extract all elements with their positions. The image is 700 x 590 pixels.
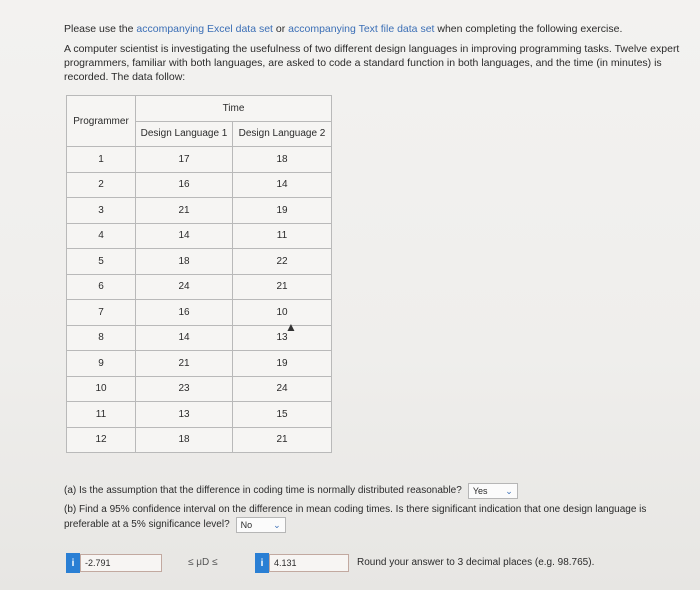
table-row (67, 198, 332, 224)
intro-paragraph: A computer scientist is investigating the usefulness of two different design languages in improving programming tasks. Twelve expert programmers, familiar with both languages, are asked to code a standard function in both languages, and the time (in minutes) is recorded. The data follow: (64, 43, 680, 83)
upper-bound-group (255, 553, 349, 573)
table-row (67, 274, 332, 300)
upper-bound-input[interactable]: 4.131 (269, 554, 349, 572)
language-1-cell: 21 (136, 351, 233, 377)
chevron-down-icon: ⌄ (505, 485, 513, 496)
question-b-text: (b) Find a 95% confidence interval on the difference in mean coding times. Is there significant indication that one design language is (64, 504, 647, 515)
mu-d-inequality: ≤ μD ≤ (188, 557, 218, 568)
table-row (67, 351, 332, 377)
language-1-cell: 16 (136, 300, 233, 326)
table-row (67, 147, 332, 173)
language-1-cell: 18 (136, 427, 233, 453)
language-1-cell: 24 (136, 274, 233, 300)
programmer-cell: 12 (67, 427, 136, 453)
programmer-cell: 4 (67, 223, 136, 249)
table-row (67, 223, 332, 249)
language-2-cell: 15 (233, 402, 332, 428)
intro-text: when completing the following exercise. (434, 23, 623, 35)
language-2-cell: 19 (233, 351, 332, 377)
chevron-down-icon: ⌄ (273, 519, 281, 530)
programmer-cell: 9 (67, 351, 136, 377)
intro-text: or (272, 23, 289, 35)
language-2-cell: 22 (233, 249, 332, 275)
language-2-cell: 19 (233, 198, 332, 224)
language-1-cell: 21 (136, 198, 233, 224)
programmer-cell: 7 (67, 300, 136, 326)
questions (64, 483, 684, 537)
table-row (67, 427, 332, 453)
info-icon[interactable]: i (255, 553, 269, 573)
time-header: Time (136, 96, 332, 122)
language-2-cell: 11 (233, 223, 332, 249)
lower-bound-input[interactable]: -2.791 (80, 554, 162, 572)
language-2-cell: 18 (233, 147, 332, 173)
programmer-cell: 10 (67, 376, 136, 402)
programmer-cell: 5 (67, 249, 136, 275)
info-icon[interactable]: i (66, 553, 80, 573)
language-1-cell: 14 (136, 223, 233, 249)
language-1-cell: 17 (136, 147, 233, 173)
language-1-cell: 13 (136, 402, 233, 428)
excel-data-link[interactable]: accompanying Excel data set (136, 23, 273, 35)
question-a-text: (a) Is the assumption that the difference in coding time is normally distributed reasonable? (64, 485, 462, 496)
programmer-header: Programmer (67, 96, 136, 147)
programmer-cell: 1 (67, 147, 136, 173)
table-row (67, 249, 332, 275)
text-data-link[interactable]: accompanying Text file data set (288, 23, 435, 35)
table-row (67, 376, 332, 402)
language-1-cell: 23 (136, 376, 233, 402)
design-language-1-header: Design Language 1 (136, 121, 233, 147)
language-2-cell: 21 (233, 427, 332, 453)
question-b-line2 (64, 517, 684, 533)
design-language-2-header: Design Language 2 (233, 121, 332, 147)
table-body (67, 147, 332, 453)
language-1-cell: 16 (136, 172, 233, 198)
table-row (67, 402, 332, 428)
data-table (66, 95, 332, 453)
question-b-text-2: preferable at a 5% significance level? (64, 519, 230, 530)
question-b-selected: No (240, 520, 253, 530)
intro-line-1 (64, 22, 684, 36)
rounding-hint: Round your answer to 3 decimal places (e.g. 98.765). (357, 557, 595, 568)
table-row (67, 172, 332, 198)
language-1-cell: 18 (136, 249, 233, 275)
lower-bound-group (66, 553, 162, 573)
mouse-cursor-icon: ▲ (285, 320, 297, 334)
programmer-cell: 11 (67, 402, 136, 428)
language-2-cell: 10 (233, 300, 332, 326)
programmer-cell: 6 (67, 274, 136, 300)
question-a-dropdown[interactable] (468, 483, 518, 499)
language-1-cell: 14 (136, 325, 233, 351)
language-2-cell: 13 (233, 325, 332, 351)
language-2-cell: 24 (233, 376, 332, 402)
intro-text: Please use the (64, 23, 137, 35)
question-a (64, 483, 684, 499)
programmer-cell: 8 (67, 325, 136, 351)
problem-intro (64, 22, 684, 90)
programmer-cell: 3 (67, 198, 136, 224)
language-2-cell: 21 (233, 274, 332, 300)
programmer-cell: 2 (67, 172, 136, 198)
question-b-dropdown[interactable] (236, 517, 286, 533)
question-a-selected: Yes (472, 486, 488, 496)
language-2-cell: 14 (233, 172, 332, 198)
